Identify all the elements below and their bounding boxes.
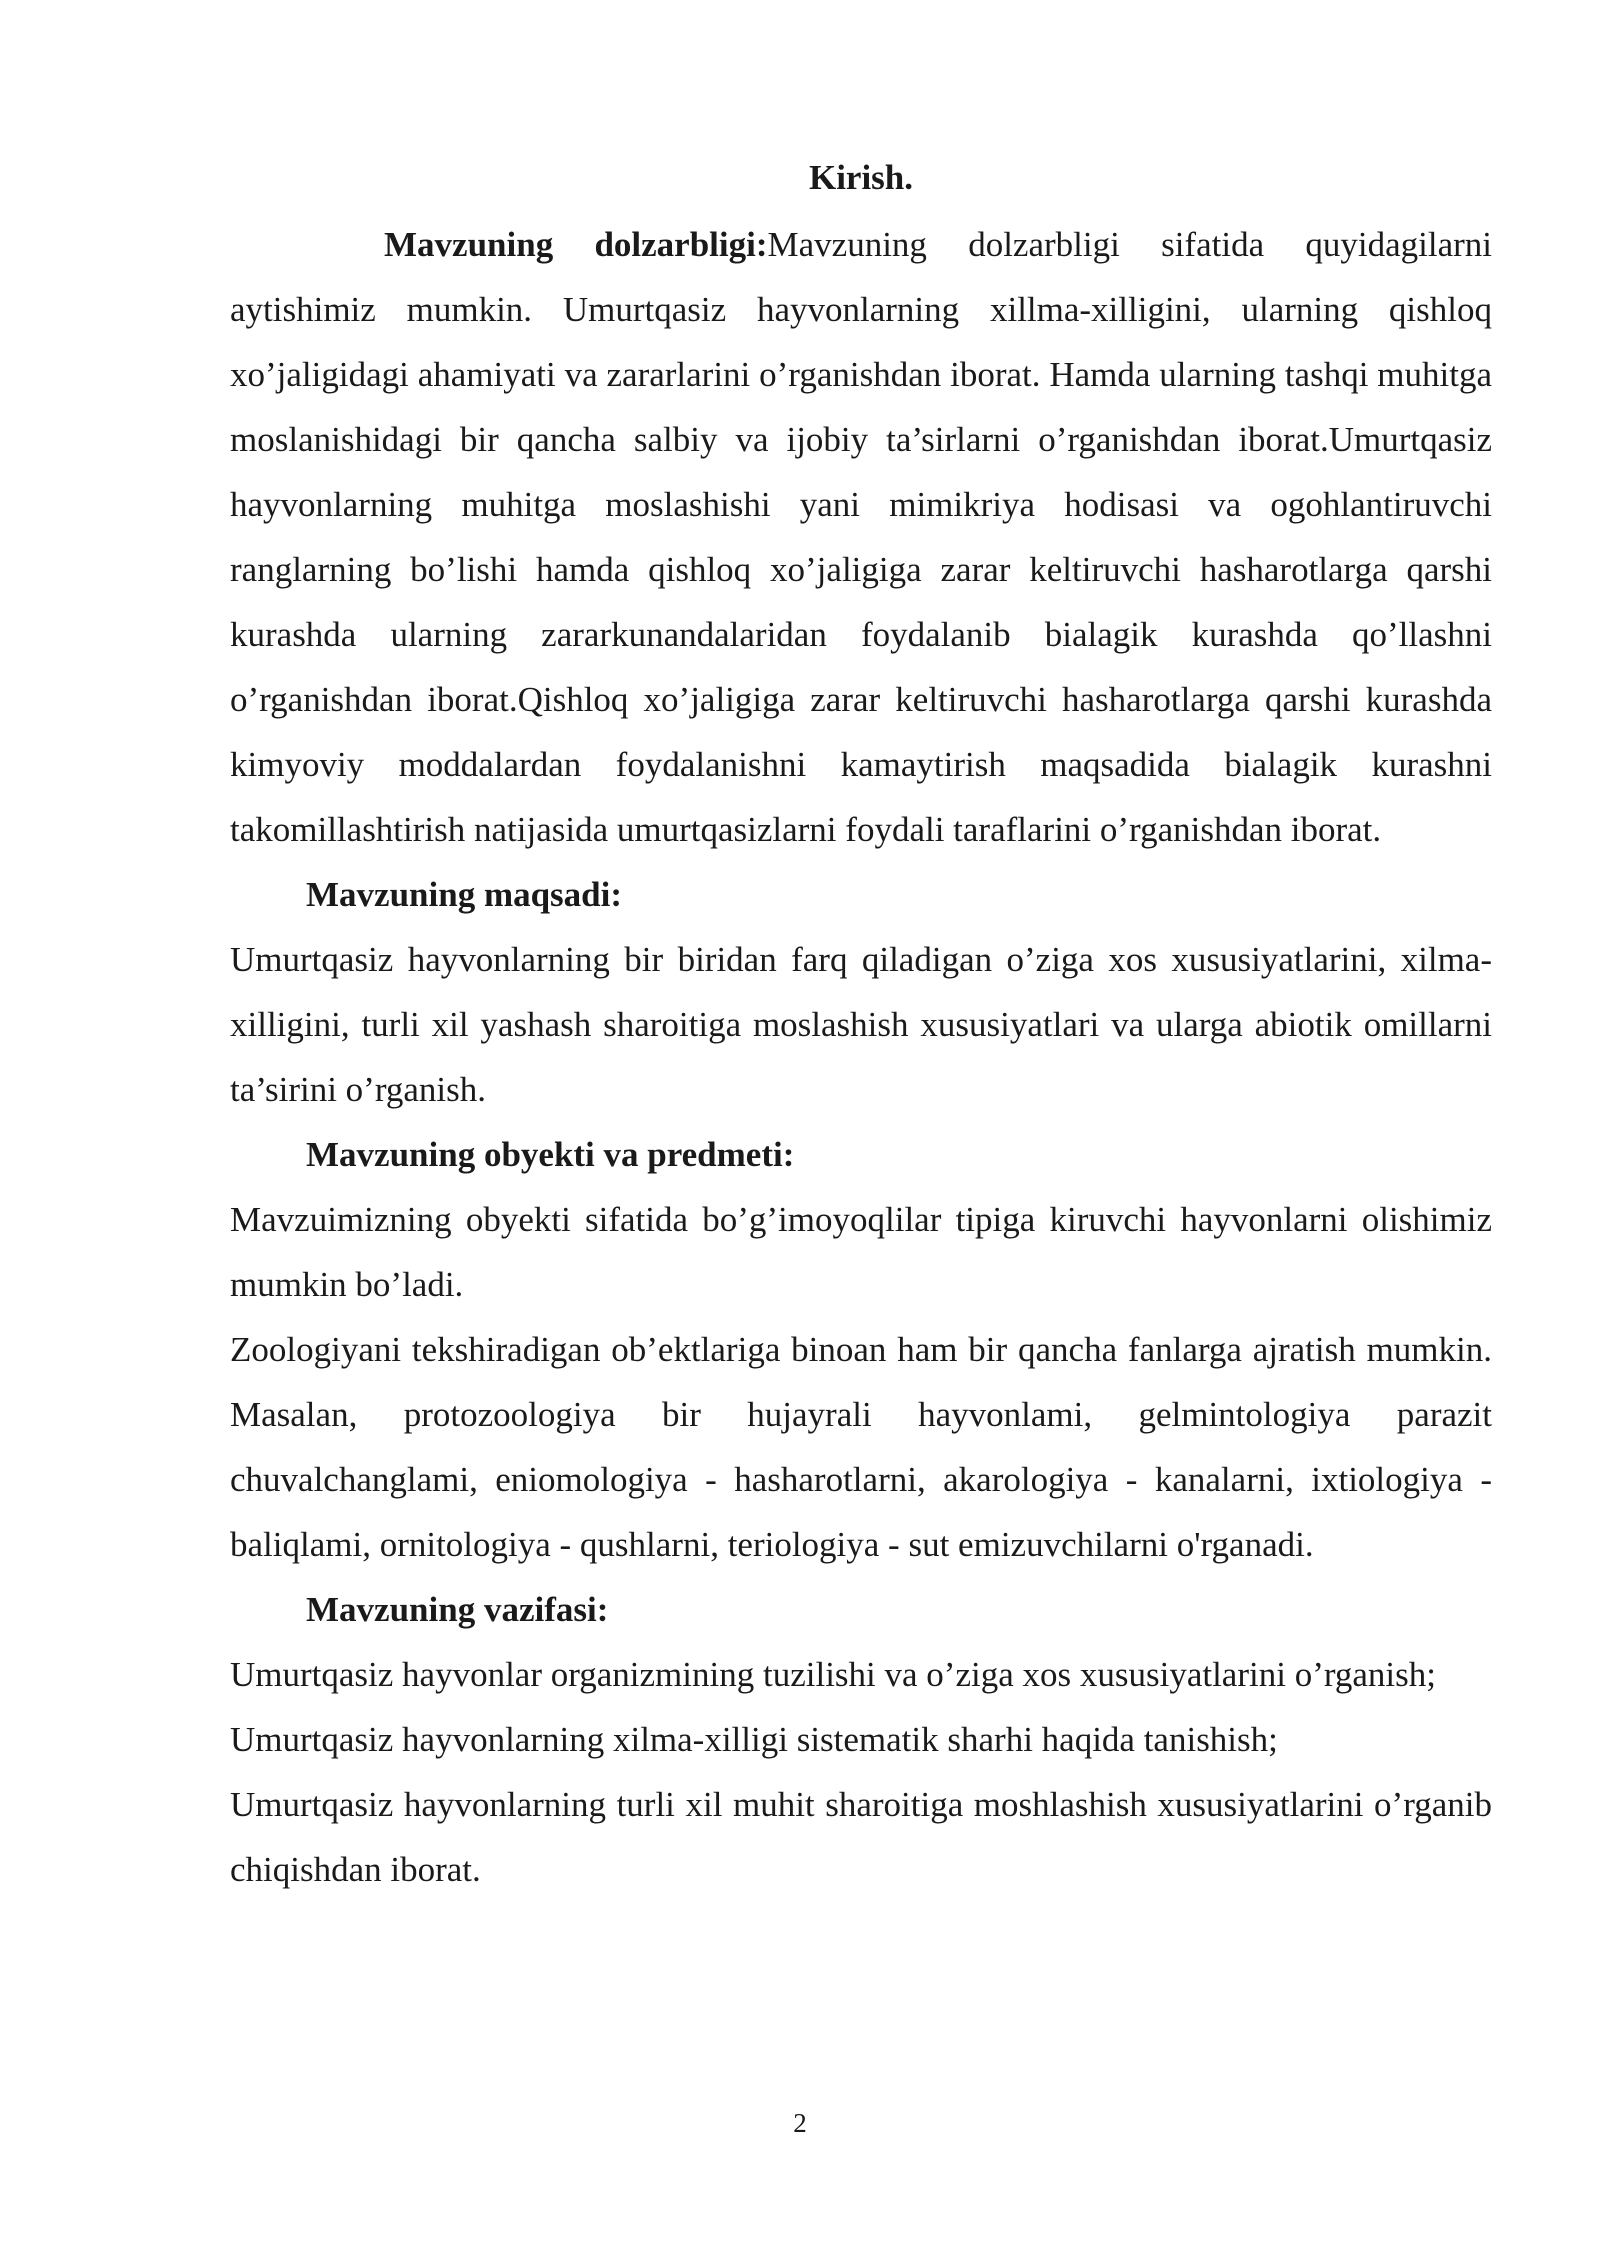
task-item: Umurtqasiz hayvonlarning xilma-xilligi sistematik sharhi haqida tanishish; bbox=[230, 1720, 1278, 1759]
relevance-paragraph bbox=[230, 212, 1492, 862]
object-heading: Mavzuning obyekti va predmeti: bbox=[306, 1135, 795, 1174]
object-paragraph: Zoologiyani tekshiradigan ob’ektlariga binoan ham bir qancha fanlarga ajratish mumkin. Masalan, protozoologiya bir hujayrali hayvonlami, gelmintologiya parazit chuvalchanglami, eniomologiya - hasharotlarni, akarologiya - kanalarni, ixtiologiya - baliqlami, ornitologiya - qushlarni, teriologiya - sut emizuvchilarni o'rganadi. bbox=[230, 1330, 1492, 1564]
page-title: Kirish. bbox=[808, 158, 914, 197]
tasks-heading: Mavzuning vazifasi: bbox=[306, 1590, 609, 1629]
task-item: Umurtqasiz hayvonlar organizmining tuzilishi va o’ziga xos xususiyatlarini o’rganish; bbox=[230, 1655, 1436, 1694]
goal-paragraph: Umurtqasiz hayvonlarning bir biridan farq qiladigan o’ziga xos xususiyatlarini, xilma-xilligini, turli xil yashash sharoitiga moslashish xususiyatlari va ularga abiotik omillarni ta’sirini o’rganish. bbox=[230, 940, 1492, 1109]
goal-heading: Mavzuning maqsadi: bbox=[306, 875, 623, 914]
object-paragraph: Mavzuimizning obyekti sifatida bo’g’imoyoqlilar tipiga kiruvchi hayvonlarni olishimiz mumkin bo’ladi. bbox=[230, 1200, 1492, 1304]
task-item: Umurtqasiz hayvonlarning turli xil muhit sharoitiga moshlashish xususiyatlarini o’rganib chiqishdan iborat. bbox=[230, 1785, 1492, 1889]
page-number: 2 bbox=[793, 2108, 807, 2138]
relevance-text: Mavzuning dolzarbligi sifatida quyidagilarni aytishimiz mumkin. Umurtqasiz hayvonlarning xillma-xilligini, ularning qishloq xo’jaligidagi ahamiyati va zararlarini o’rganishdan iborat. Hamda ularning tashqi muhitga moslanishidagi bir qancha salbiy va ijobiy ta’sirlarni o’rganishdan iborat.Umurtqasiz hayvonlarning muhitga moslashishi yani mimikriya hodisasi va ogohlantiruvchi ranglarning bo’lishi hamda qishloq xo’jaligiga zarar keltiruvchi hasharotlarga qarshi kurashda ularning zararkunandalaridan foydalanib bialagik kurashda qo’llashni o’rganishdan iborat.Qishloq xo’jaligiga zarar keltiruvchi hasharotlarga qarshi kurashda kimyoviy moddalardan foydalanishni kamaytirish maqsadida bialagik kurashni takomillashtirish natijasida umurtqasizlarni foydali taraflarini o’rganishdan iborat. bbox=[230, 225, 1492, 849]
relevance-label: Mavzuning dolzarbligi: bbox=[384, 225, 768, 264]
document-page bbox=[230, 148, 1492, 1902]
